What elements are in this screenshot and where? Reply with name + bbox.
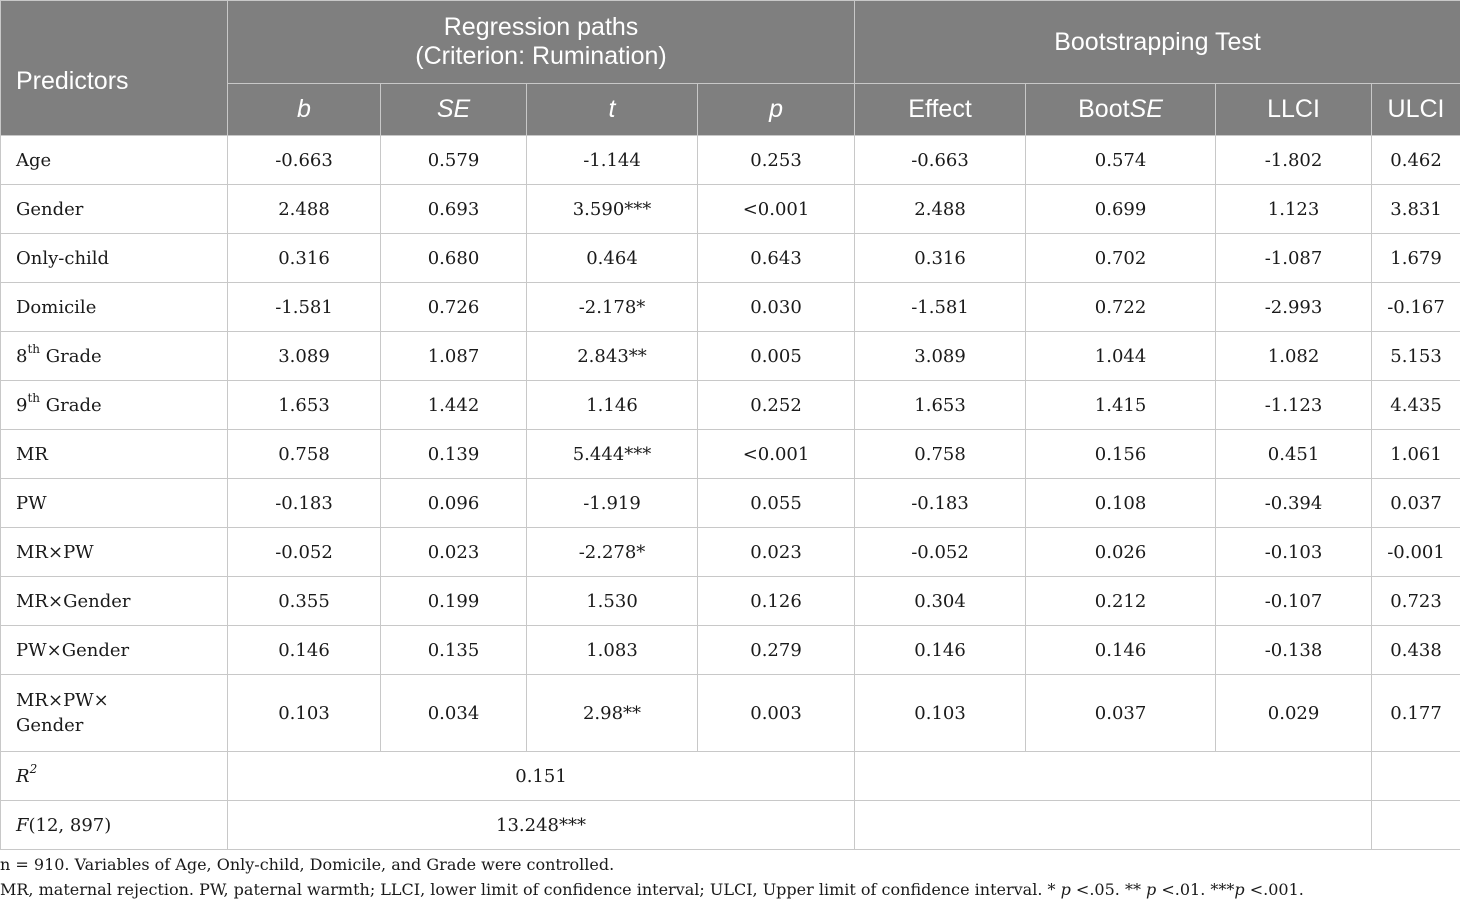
cell-effect: -1.581 (855, 283, 1026, 332)
r2-letter: R (16, 765, 30, 787)
cell-llci: -0.138 (1216, 626, 1372, 675)
cell-se: 1.087 (381, 332, 527, 381)
row-label: PW (1, 479, 228, 528)
table-row (1, 234, 1460, 283)
cell-b: -0.663 (228, 136, 381, 185)
cell-p: 0.005 (698, 332, 855, 381)
cell-p: 0.030 (698, 283, 855, 332)
cell-b: 2.488 (228, 185, 381, 234)
cell-b: -0.183 (228, 479, 381, 528)
cell-t: 1.146 (527, 381, 698, 430)
header-b: b (228, 84, 381, 136)
cell-ulci: 5.153 (1372, 332, 1460, 381)
row-label: MR (1, 430, 228, 479)
cell-t: 2.843** (527, 332, 698, 381)
cell-t: -1.919 (527, 479, 698, 528)
cell-b: 1.653 (228, 381, 381, 430)
cell-bootse: 0.156 (1026, 430, 1216, 479)
cell-p: 0.055 (698, 479, 855, 528)
f-row (1, 801, 1460, 850)
cell-llci: 1.123 (1216, 185, 1372, 234)
cell-ulci: 0.037 (1372, 479, 1460, 528)
table-row (1, 332, 1460, 381)
cell-t: 2.98** (527, 675, 698, 752)
table-row (1, 626, 1460, 675)
cell-se: 0.726 (381, 283, 527, 332)
table-row (1, 479, 1460, 528)
cell-ulci: 0.177 (1372, 675, 1460, 752)
cell-se: 1.442 (381, 381, 527, 430)
note-line2-main: MR, maternal rejection. PW, paternal warmth; LLCI, lower limit of confidence interval; ULCI, Upper limit of confidence interval. * (0, 880, 1061, 899)
header-regression-line1: Regression paths (443, 13, 639, 41)
row-label: Domicile (1, 283, 228, 332)
cell-llci: -1.802 (1216, 136, 1372, 185)
cell-effect: 2.488 (855, 185, 1026, 234)
cell-llci: -0.103 (1216, 528, 1372, 577)
row-label: Age (1, 136, 228, 185)
cell-ulci: 3.831 (1372, 185, 1460, 234)
table-row (1, 185, 1460, 234)
cell-ulci: 0.438 (1372, 626, 1460, 675)
label-rest: Grade (40, 345, 102, 367)
f-letter: F (16, 814, 29, 836)
header-bootse (1026, 84, 1216, 136)
r2-sup: 2 (29, 761, 38, 776)
label-line2: Gender (16, 715, 84, 736)
cell-llci: -0.394 (1216, 479, 1372, 528)
cell-t: -2.278* (527, 528, 698, 577)
note-p2: p (1146, 880, 1157, 899)
cell-ulci: 0.723 (1372, 577, 1460, 626)
f-empty-ulci (1372, 801, 1460, 850)
cell-bootse: 0.722 (1026, 283, 1216, 332)
cell-ulci: 4.435 (1372, 381, 1460, 430)
table-row (1, 381, 1460, 430)
cell-bootse: 0.702 (1026, 234, 1216, 283)
cell-p: <0.001 (698, 185, 855, 234)
cell-se: 0.693 (381, 185, 527, 234)
cell-p: 0.279 (698, 626, 855, 675)
cell-ulci: -0.001 (1372, 528, 1460, 577)
cell-ulci: 0.462 (1372, 136, 1460, 185)
cell-t: -1.144 (527, 136, 698, 185)
f-value: 13.248*** (228, 801, 855, 850)
cell-effect: 0.304 (855, 577, 1026, 626)
cell-se: 0.096 (381, 479, 527, 528)
header-predictors: Predictors (1, 1, 228, 136)
r2-empty-bootstrap (855, 752, 1372, 801)
cell-llci: -0.107 (1216, 577, 1372, 626)
cell-bootse: 0.026 (1026, 528, 1216, 577)
header-bootse-prefix: Boot (1078, 95, 1130, 123)
cell-llci: -1.087 (1216, 234, 1372, 283)
r2-empty-ulci (1372, 752, 1460, 801)
row-label: PW×Gender (1, 626, 228, 675)
note-s2: <.01. *** (1156, 880, 1235, 899)
label-line1: MR×PW× (16, 690, 109, 711)
header-llci: LLCI (1216, 84, 1372, 136)
cell-effect: 0.758 (855, 430, 1026, 479)
cell-llci: 0.029 (1216, 675, 1372, 752)
row-label: MR×PW (1, 528, 228, 577)
cell-p: 0.253 (698, 136, 855, 185)
note-s3: <.001. (1244, 880, 1304, 899)
table-row (1, 577, 1460, 626)
cell-llci: 1.082 (1216, 332, 1372, 381)
row-label: MR×Gender (1, 577, 228, 626)
row-label (1, 675, 228, 752)
note-line1: n = 910. Variables of Age, Only-child, Domicile, and Grade were controlled. (0, 855, 615, 874)
label-num: 8 (16, 345, 28, 367)
r2-row (1, 752, 1460, 801)
table-notes (0, 852, 1304, 902)
cell-t: -2.178* (527, 283, 698, 332)
cell-bootse: 1.044 (1026, 332, 1216, 381)
cell-b: 3.089 (228, 332, 381, 381)
cell-effect: -0.183 (855, 479, 1026, 528)
cell-llci: -2.993 (1216, 283, 1372, 332)
cell-ulci: 1.061 (1372, 430, 1460, 479)
note-p1: p (1060, 880, 1071, 899)
cell-se: 0.023 (381, 528, 527, 577)
r2-value: 0.151 (228, 752, 855, 801)
note-line2 (0, 877, 1304, 902)
table-row (1, 136, 1460, 185)
cell-p: 0.643 (698, 234, 855, 283)
cell-t: 1.083 (527, 626, 698, 675)
table-row (1, 528, 1460, 577)
cell-effect: 0.146 (855, 626, 1026, 675)
cell-llci: -1.123 (1216, 381, 1372, 430)
row-label: Only-child (1, 234, 228, 283)
r2-label (1, 752, 228, 801)
cell-ulci: 1.679 (1372, 234, 1460, 283)
cell-b: 0.758 (228, 430, 381, 479)
table-row (1, 675, 1460, 752)
cell-b: 0.103 (228, 675, 381, 752)
row-label: Gender (1, 185, 228, 234)
f-empty-bootstrap (855, 801, 1372, 850)
cell-se: 0.199 (381, 577, 527, 626)
cell-t: 1.530 (527, 577, 698, 626)
header-regression-line2: (Criterion: Rumination) (415, 42, 667, 70)
header-se: SE (381, 84, 527, 136)
header-ulci: ULCI (1372, 84, 1460, 136)
header-bootstrapping-test: Bootstrapping Test (855, 1, 1460, 84)
cell-effect: 0.316 (855, 234, 1026, 283)
cell-bootse: 1.415 (1026, 381, 1216, 430)
cell-p: 0.126 (698, 577, 855, 626)
cell-se: 0.579 (381, 136, 527, 185)
cell-se: 0.034 (381, 675, 527, 752)
label-sup: th (27, 390, 41, 405)
cell-p: <0.001 (698, 430, 855, 479)
cell-effect: 0.103 (855, 675, 1026, 752)
row-label (1, 381, 228, 430)
cell-t: 3.590*** (527, 185, 698, 234)
cell-effect: -0.663 (855, 136, 1026, 185)
cell-bootse: 0.146 (1026, 626, 1216, 675)
label-sup: th (27, 341, 41, 356)
cell-p: 0.023 (698, 528, 855, 577)
cell-se: 0.135 (381, 626, 527, 675)
cell-se: 0.680 (381, 234, 527, 283)
header-bootse-suffix: SE (1129, 95, 1163, 123)
cell-bootse: 0.108 (1026, 479, 1216, 528)
table-row (1, 283, 1460, 332)
cell-b: 0.146 (228, 626, 381, 675)
cell-llci: 0.451 (1216, 430, 1372, 479)
label-num: 9 (16, 394, 28, 416)
cell-b: 0.316 (228, 234, 381, 283)
cell-t: 5.444*** (527, 430, 698, 479)
table-row (1, 430, 1460, 479)
cell-ulci: -0.167 (1372, 283, 1460, 332)
cell-effect: -0.052 (855, 528, 1026, 577)
cell-b: 0.355 (228, 577, 381, 626)
cell-b: -0.052 (228, 528, 381, 577)
cell-effect: 3.089 (855, 332, 1026, 381)
header-t: t (527, 84, 698, 136)
header-p: p (698, 84, 855, 136)
cell-b: -1.581 (228, 283, 381, 332)
header-regression-paths (228, 1, 855, 84)
cell-p: 0.003 (698, 675, 855, 752)
note-s1: <.05. ** (1070, 880, 1147, 899)
cell-bootse: 0.699 (1026, 185, 1216, 234)
cell-bootse: 0.574 (1026, 136, 1216, 185)
cell-bootse: 0.037 (1026, 675, 1216, 752)
note-p3: p (1234, 880, 1245, 899)
row-label (1, 332, 228, 381)
cell-effect: 1.653 (855, 381, 1026, 430)
cell-p: 0.252 (698, 381, 855, 430)
label-rest: Grade (40, 394, 102, 416)
header-effect: Effect (855, 84, 1026, 136)
cell-bootse: 0.212 (1026, 577, 1216, 626)
f-df: (12, 897) (28, 814, 112, 836)
cell-se: 0.139 (381, 430, 527, 479)
f-label (1, 801, 228, 850)
cell-t: 0.464 (527, 234, 698, 283)
